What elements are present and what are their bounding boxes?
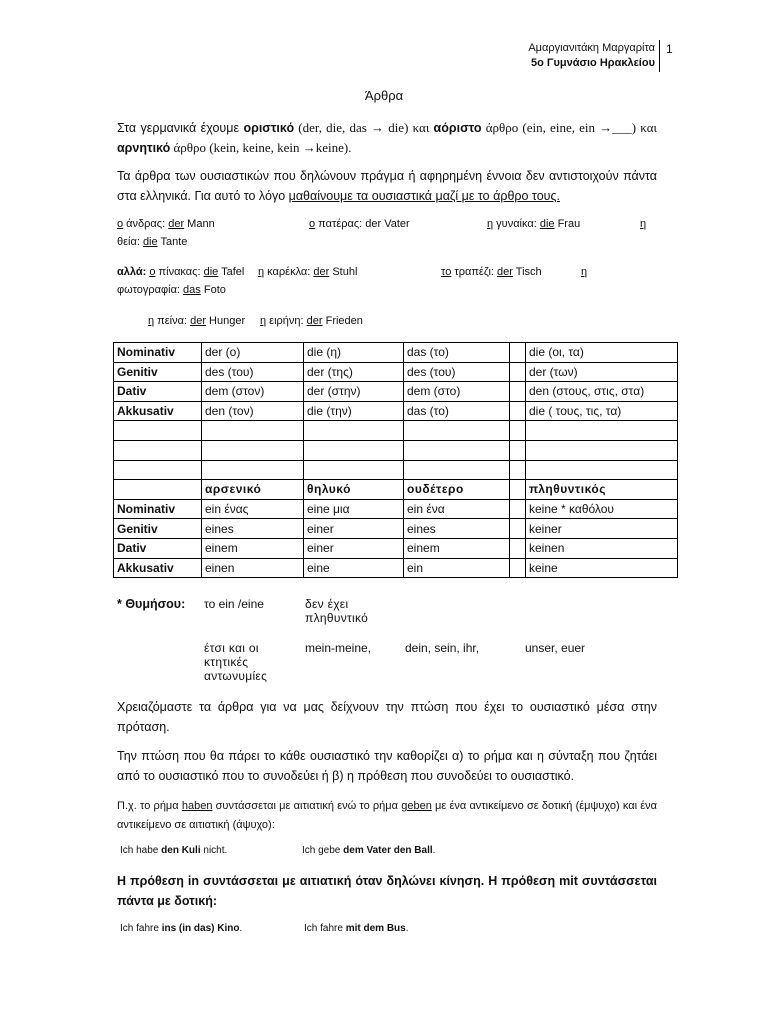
reminder-unser: unser, euer [525, 641, 586, 655]
table-cell [526, 421, 678, 441]
table-cell: ein [404, 558, 510, 578]
table-cell: die (η) [304, 343, 404, 363]
table-cell: αρσενικό [202, 480, 304, 500]
table-cell: die ( τους, τις, τα) [526, 401, 678, 421]
table-row [114, 460, 678, 480]
case-label-cell [114, 440, 202, 460]
example-sentence-haben: Ich habe den Kuli nicht. [120, 845, 228, 856]
article-table [113, 342, 678, 578]
case-label-cell [114, 480, 202, 500]
table-cell [510, 343, 526, 363]
table-cell: einem [404, 538, 510, 558]
header-divider [659, 40, 660, 72]
table-cell: ουδέτερο [404, 480, 510, 500]
table-cell [510, 538, 526, 558]
case-label-cell [114, 421, 202, 441]
reminder-possessives-1: έτσι και οι [204, 641, 259, 655]
table-cell: einer [304, 538, 404, 558]
table-cell [202, 460, 304, 480]
table-cell [510, 460, 526, 480]
table-cell [526, 460, 678, 480]
table-cell: den (τον) [202, 401, 304, 421]
case-label-cell: Nominativ [114, 343, 202, 363]
reminder-no-plural-2: πληθυντικό [305, 611, 369, 625]
page-number: 1 [666, 42, 673, 56]
table-cell [304, 440, 404, 460]
example-father: ο πατέρας: der Vater [309, 218, 410, 230]
example-peace: η ειρήνη: der Frieden [260, 315, 363, 327]
table-cell: keine [526, 558, 678, 578]
table-cell: keinen [526, 538, 678, 558]
table-cell [404, 421, 510, 441]
example-sentence-geben: Ich gebe dem Vater den Ball. [302, 845, 436, 856]
table-row [114, 401, 678, 421]
table-row [114, 362, 678, 382]
reminder-no-plural-1: δεν έχει [305, 597, 349, 611]
case-label-cell: Genitiv [114, 362, 202, 382]
table-cell [510, 440, 526, 460]
example-sentence-bus: Ich fahre mit dem Bus. [304, 923, 409, 934]
table-cell [510, 519, 526, 539]
table-row [114, 382, 678, 402]
reminder-possessives-2: κτητικές [204, 655, 249, 669]
table-cell [304, 460, 404, 480]
table-cell: der (ο) [202, 343, 304, 363]
table-cell: eine [304, 558, 404, 578]
paragraph-case-determination: Την πτώση που θα πάρει το κάθε ουσιαστικό την καθορίζει α) το ρήμα και η σύνταξη που ζητάει από το ουσιαστικό που το συνοδεύει ή β) η πρόθεση που συνοδεύει το ουσιαστικό. [117, 749, 657, 783]
table-row [114, 421, 678, 441]
table-cell [202, 440, 304, 460]
intro-paragraph-1: Στα γερμανικά έχουμε οριστικό (der, die, das → die) και αόριστο άρθρο (ein, eine, ein →___) και αρνητικό άρθρο (kein, keine, kein →keine). [117, 120, 658, 155]
table-cell [404, 460, 510, 480]
case-label-cell: Dativ [114, 382, 202, 402]
example-woman: η γυναίκα: die Frau [487, 218, 581, 230]
table-cell [304, 421, 404, 441]
table-cell [510, 499, 526, 519]
table-cell: dem (στον) [202, 382, 304, 402]
case-label-cell [114, 460, 202, 480]
table-row [114, 519, 678, 539]
table-row [114, 343, 678, 363]
table-cell: der (της) [304, 362, 404, 382]
case-label-cell: Akkusativ [114, 401, 202, 421]
table-cell: einer [304, 519, 404, 539]
table-cell: keiner [526, 519, 678, 539]
table-row [114, 440, 678, 460]
case-label-cell: Genitiv [114, 519, 202, 539]
table-cell: der (των) [526, 362, 678, 382]
table-cell [510, 558, 526, 578]
table-cell [202, 421, 304, 441]
example-photo: φωτογραφία: das Foto [117, 284, 226, 296]
example-sentence-kino: Ich fahre ins (in das) Kino. [120, 923, 243, 934]
paragraph-why-articles: Χρειαζόμαστε τα άρθρα για να μας δείχνουν την πτώση που έχει το ουσιαστικό μέσα στην πρόταση. [117, 700, 657, 734]
table-cell [510, 362, 526, 382]
case-label-cell: Nominativ [114, 499, 202, 519]
table-row [114, 480, 678, 500]
table-cell: eine μια [304, 499, 404, 519]
example-aunt: θεία: die Tante [117, 236, 188, 248]
table-cell: das (το) [404, 343, 510, 363]
table-cell: ein ένα [404, 499, 510, 519]
reminder-dein: dein, sein, ihr, [405, 641, 480, 655]
table-row [114, 499, 678, 519]
example-chair: η καρέκλα: der Stuhl [258, 266, 358, 278]
table-cell: πληθυντικός [526, 480, 678, 500]
reminder-ein-eine: το ein /eine [204, 597, 264, 611]
table-cell [526, 440, 678, 460]
table-cell: die (οι, τα) [526, 343, 678, 363]
table-cell: dem (στο) [404, 382, 510, 402]
table-cell: θηλυκό [304, 480, 404, 500]
paragraph-prepositions: Η πρόθεση in συντάσσεται με αιτιατική όταν δηλώνει κίνηση. Η πρόθεση mit συντάσσεται πάντα με δοτική: [117, 874, 657, 908]
table-cell: einem [202, 538, 304, 558]
intro-paragraph-2: Τα άρθρα των ουσιαστικών που δηλώνουν πράγμα ή αφηρημένη έννοια δεν αντιστοιχούν πάντα στα ελληνικά. Για αυτό το λόγο μαθαίνουμε τα ουσιαστικά μαζί με το άρθρο τους. [117, 169, 657, 203]
table-cell [510, 421, 526, 441]
table-cell: den (στους, στις, στα) [526, 382, 678, 402]
table-row [114, 558, 678, 578]
table-cell: einen [202, 558, 304, 578]
table-cell: das (το) [404, 401, 510, 421]
reminder-label: * Θυμήσου: [117, 597, 186, 611]
example-table: το τραπέζι: der Tisch [441, 266, 542, 278]
table-cell [510, 382, 526, 402]
page-title: Άρθρα [364, 88, 404, 103]
header-author: Αμαργιανιτάκη Μαργαρίτα [528, 42, 655, 54]
table-cell [510, 401, 526, 421]
header-school: 5ο Γυμνάσιο Ηρακλείου [530, 57, 655, 69]
example-aunt-article: η [640, 218, 647, 230]
example-hunger: η πείνα: der Hunger [148, 315, 246, 327]
table-cell: des (του) [404, 362, 510, 382]
table-row [114, 538, 678, 558]
example-man: ο άνδρας: der Mann [117, 218, 215, 230]
table-cell: ein ένας [202, 499, 304, 519]
reminder-mein: mein-meine, [305, 641, 372, 655]
table-cell: des (του) [202, 362, 304, 382]
table-cell: die (την) [304, 401, 404, 421]
case-label-cell: Akkusativ [114, 558, 202, 578]
table-cell: eines [404, 519, 510, 539]
table-cell: der (στην) [304, 382, 404, 402]
table-cell [404, 440, 510, 460]
example-board: αλλά: ο πίνακας: die Tafel [117, 266, 245, 278]
reminder-possessives-3: αντωνυμίες [204, 669, 268, 683]
example-photo-article: η [581, 266, 588, 278]
table-cell: eines [202, 519, 304, 539]
case-label-cell: Dativ [114, 538, 202, 558]
paragraph-verb-example: Π.χ. το ρήμα haben συντάσσεται με αιτιατική ενώ το ρήμα geben με ένα αντικείμενο σε δοτική (έμψυχο) και ένα αντικείμενο σε αιτιατική (άψυχο): [117, 800, 657, 831]
table-cell [510, 480, 526, 500]
table-cell: keine * καθόλου [526, 499, 678, 519]
